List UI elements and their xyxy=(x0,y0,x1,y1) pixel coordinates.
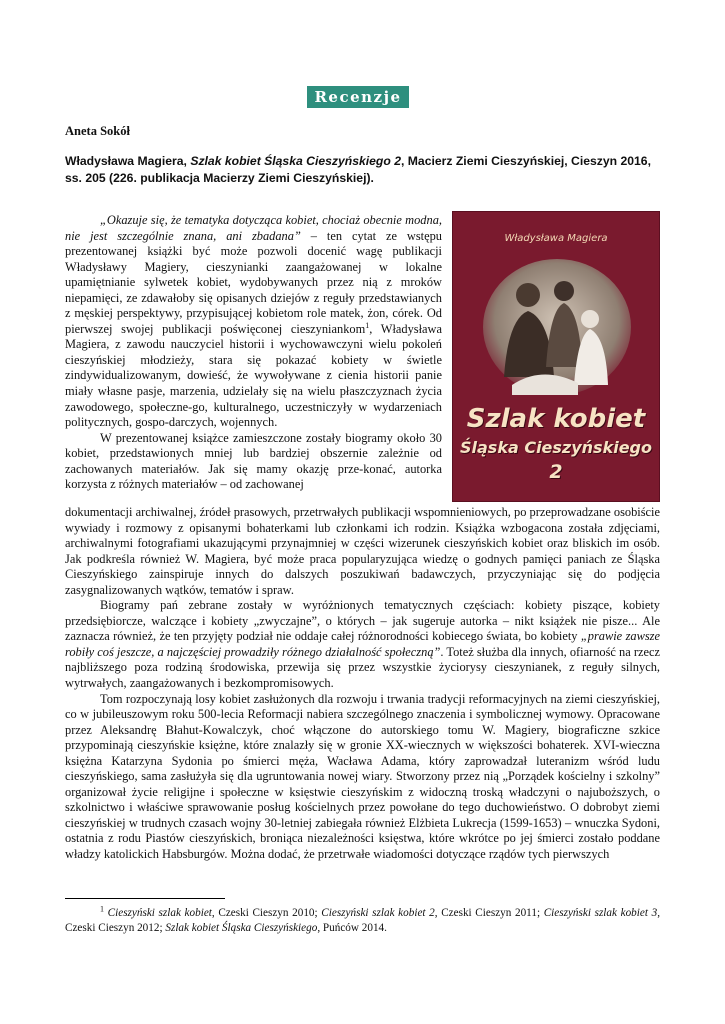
book-cover-image xyxy=(452,211,660,502)
footnote-src-4: , Puńców 2014. xyxy=(317,922,387,934)
section-badge: Recenzje xyxy=(307,86,409,108)
paragraph-4: Tom rozpoczynają losy kobiet zasłużonych dla rozwoju i trwania tradycji reformacyjnych na ziemi cieszyńskiej, co w jubileuszowym roku 500-lecia Reformacji nabiera szczególnego znaczenia i symbolicznej wymowy. Opracowane przez Aleksandrę Błahut-Kowalczyk, choć włączone do autorskiego tomu W. Magiery, biograficzne szkice przypominają cieszyńskie księżne, które znalazły się w gronie XX-wiecznych w większości bohaterek. XVI-wieczna księżna Katarzyna Sydonia po śmierci męża, Wacława Adama, który zaprowadzał luteranizm wśród ludu cieszyńskiego, sama zasłużyła się dla ugruntowania nowej wiary. Stworzony przez nią „Porządek kościelny i szkolny” organizował życie religijne i społeczne w księstwie cieszyńskim z widoczną troską władczyni o najuboższych, o szkolnictwo i właściwe sprawowanie posług kościelnych przez powołane do tego duchowieństwo. O dobrobyt ziemi cieszyńskiej w trudnych czasach wojny 30-letniej zabiegała również Elżbieta Lukrecja (1599-1653) – wnuczka Sydoni, ostatnia z rodu Piastów cieszyńskich, broniąca niezależności księstwa, które wkrótce po jej śmierci zostało poddane władzy katolickich Habsburgów. Można dodać, że przetrwałe wiadomości dotyczące rządów tych pierwszych xyxy=(65,691,660,862)
paragraph-3-text-cont: . Toteż służba dla innych, ofiarność na rzecz najbliższego poza rodziną środowiska, przewija się przez wszystkie życiorysy cieszynianek, z reguły silnych, wytrwałych, zaangażowanych i bezkompromisowych. xyxy=(65,644,660,691)
paragraph-3 xyxy=(65,598,660,691)
cover-photo xyxy=(482,257,632,397)
footnote-title-2: Cieszyński szlak kobiet 2 xyxy=(321,907,435,919)
body-full xyxy=(65,505,660,863)
biblio-title: Szlak kobiet Śląska Cieszyńskiego 2 xyxy=(190,154,401,168)
footnote-title-4: Szlak kobiet Śląska Cieszyńskiego xyxy=(165,922,318,934)
paragraph-3-text: Biogramy pań zebrane zostały w wyróżnionych tematycznych częściach: kobiety piszące, kobiety przedsiębiorcze, walczące i kobiety „zwyczajne”, o których – jak sugeruje autorka – nikt książek nie pisze... Ale zaznacza również, że ten przyjęty podział nie oddaje całej różnorodności kobiecego świata, bo kobiety xyxy=(65,598,660,644)
footnote-number: 1 xyxy=(100,904,104,914)
review-author: Aneta Sokół xyxy=(65,124,130,138)
cover-volume-number: 2 xyxy=(549,461,563,483)
paragraph-1 xyxy=(65,213,442,431)
paragraph-1-text: – ten cytat ze wstępu prezentowanej książki być może pozwoli docenić wagę publikacji Władysławy Magiery, cieszynianki zaangażowanej w lokalne upamiętnianie sylwetek kobiet, wydobywanych przez nią z mroków niepamięci, ze zdawałoby się opisanych dziejów z reguły przedstawianych z męskiej perspektywy, przypisującej kobietom role matek, żon, córek. Od pierwszej swojej publikacji poświęconej cieszyniankom xyxy=(65,228,442,336)
footnote-title-1: Cieszyński szlak kobiet xyxy=(107,907,212,919)
biblio-author: Władysława Magiera, xyxy=(65,154,191,168)
footnote-ref: 1 xyxy=(365,320,370,330)
footnote-src-2: , Czeski Cieszyn 2011; xyxy=(434,907,544,919)
paragraph-3-quote: „prawie zawsze robiły coś jeszcze, a najczęściej prowadziły różnego działalność społeczną” xyxy=(65,629,660,659)
body-column xyxy=(65,213,442,493)
biblio-details: , Macierz Ziemi Cieszyńskiej, Cieszyn 2016, ss. 205 (226. publikacja Macierzy Ziemi Cieszyńskiej). xyxy=(65,154,651,185)
paragraph-2: W prezentowanej książce zamieszczone zostały biogramy około 30 kobiet, przedstawionych mniej lub bardziej obszernie zależnie od zachowanych materiałów. Jak się mamy okazję prze-konać, autorka korzysta z różnych materiałów – od zachowanej xyxy=(65,430,442,492)
footnote-src-3: , Czeski Cieszyn 2012; xyxy=(65,907,660,934)
opening-quote: „Okazuje się, że tematyka dotycząca kobiet, chociaż obecnie modna, nie jest szczególnie znana, ani zbadana” xyxy=(65,213,442,243)
footnote-rule xyxy=(65,898,225,899)
bibliographic-note xyxy=(65,153,660,187)
paragraph-1-text-cont: , Władysława Magiera, z zawodu nauczyciel historii i wychowawczyni wielu pokoleń cieszyńskiej młodzieży, stara się pokazać kobiety w świetle zindywidualizowanym, dowieść, że wywoływane z cienia historii panie miały własne pasje, marzenia, udzielały się na wielu płaszczyznach życia zawodowego, społeczne-go, kulturalnego, uczestniczyły w wydarzeniach politycznych, gospo-darczych, wojennych. xyxy=(65,321,442,430)
footnote-src-1: , Czeski Cieszyn 2010; xyxy=(211,907,322,919)
paragraph-2-cont: dokumentacji archiwalnej, źródeł prasowych, przetrwałych publikacji wspomnieniowych, po przeprowadzane osobiście wywiady i rozmowy z opisanymi bohaterkami lub członkami ich rodzin. Książka wzbogacona została zdjęciami, archiwalnymi fotografiami ukazującymi przynajmniej w części wizerunek cieszyńskich kobiet oraz bliskich im osób. Jak podkreśla również W. Magiera, być może praca popularyzująca wiedzę o godnych pamięci paniach ze Śląska Cieszyńskiego zainspiruje innych do dalszych poszukiwań badawczych, przyczyniając się do podjęcia zasygnalizowanych wątków, tematów i spraw. xyxy=(65,505,660,597)
footnote xyxy=(65,906,660,936)
cover-title-line1: Szlak kobiet xyxy=(466,404,646,434)
footnote-title-3: Cieszyński szlak kobiet 3 xyxy=(543,907,658,919)
cover-author: Władysława Magiera xyxy=(504,233,608,244)
cover-title-line2: Śląska Cieszyńskiego xyxy=(459,438,652,457)
